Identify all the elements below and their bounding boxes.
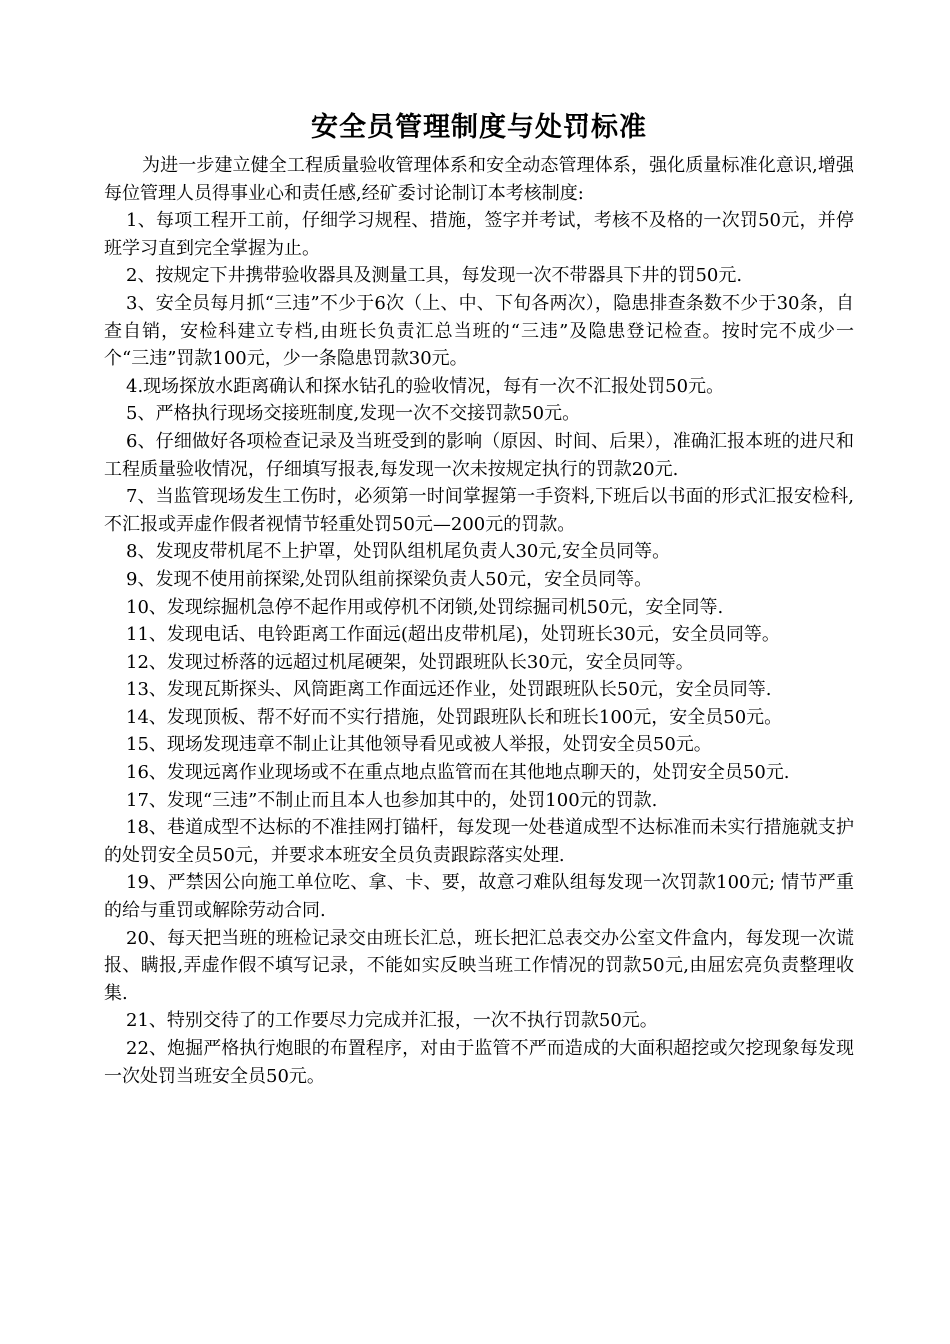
rule-item-17: 17、发现“三违”不制止而且本人也参加其中的，处罚100元的罚款. xyxy=(126,789,658,811)
rule-item-9: 9、发现不使用前探梁,处罚队组前探梁负责人50元，安全员同等。 xyxy=(126,568,653,590)
rule-item-15: 15、现场发现违章不制止让其他领导看见或被人举报，处罚安全员50元。 xyxy=(126,734,712,756)
rule-item-8: 8、发现皮带机尾不上护罩，处罚队组机尾负责人30元,安全员同等。 xyxy=(126,541,671,563)
rule-item-18: 18、巷道成型不达标的不准挂网打锚杆，每发现一处巷道成型不达标准而未实行措施就支护的处罚安全员50元，并要求本班安全员负责跟踪落实处理. xyxy=(104,817,854,866)
rule-item-12: 12、发现过桥落的远超过机尾硬架，处罚跟班队长30元，安全员同等。 xyxy=(126,651,694,673)
rule-item-19: 19、严禁因公向施工单位吃、拿、卡、要，故意刁难队组每发现一次罚款100元; 情节严重的给与重罚或解除劳动合同. xyxy=(104,872,854,922)
rule-item-5: 5、严格执行现场交接班制度,发现一次不交接罚款50元。 xyxy=(126,403,581,425)
rule-item-1: 1、每项工程开工前，仔细学习规程、措施，签字并考试，考核不及格的一次罚50元，并停班学习直到完全掌握为止。 xyxy=(104,210,854,259)
rule-item-10: 10、发现综掘机急停不起作用或停机不闭锁,处罚综掘司机50元，安全同等. xyxy=(126,596,724,618)
rule-item-4: 4.现场探放水距离确认和探水钻孔的验收情况，每有一次不汇报处罚50元。 xyxy=(126,375,725,397)
rule-item-11: 11、发现电话、电铃距离工作面远(超出皮带机尾)，处罚班长30元，安全员同等。 xyxy=(126,624,780,646)
rule-item-20: 20、每天把当班的班检记录交由班长汇总，班长把汇总表交办公室文件盒内，每发现一次谎报、瞒报,弄虚作假不填写记录，不能如实反映当班工作情况的罚款50元,由屈宏亮负责整理收集. xyxy=(104,927,854,1004)
rule-item-2: 2、按规定下井携带验收器具及测量工具，每发现一次不带器具下井的罚50元. xyxy=(126,265,743,287)
rule-item-16: 16、发现远离作业现场或不在重点地点监管而在其他地点聊天的，处罚安全员50元. xyxy=(126,762,790,784)
document-title: 安全员管理制度与处罚标准 xyxy=(311,112,647,143)
rule-item-3: 3、安全员每月抓“三违”不少于6次（上、中、下旬各两次），隐患排查条数不少于30条，自查自销，安检科建立专档,由班长负责汇总当班的“三违”及隐患登记检查。按时完不成少一个“三违”罚款100元，少一条隐患罚款30元。 xyxy=(104,292,854,370)
intro-paragraph: 为进一步建立健全工程质量验收管理体系和安全动态管理体系，强化质量标准化意识,增强每位管理人员得事业心和责任感,经矿委讨论制订本考核制度: xyxy=(104,155,854,204)
rule-item-6: 6、仔细做好各项检查记录及当班受到的影响（原因、时间、后果），准确汇报本班的进尺和工程质量验收情况，仔细填写报表,每发现一次未按规定执行的罚款20元. xyxy=(104,430,854,480)
document-page xyxy=(104,106,854,1090)
rule-item-21: 21、特别交待了的工作要尽力完成并汇报，一次不执行罚款50元。 xyxy=(126,1010,658,1032)
rule-item-14: 14、发现顶板、帮不好而不实行措施，处罚跟班队长和班长100元，安全员50元。 xyxy=(126,706,783,728)
rule-item-22: 22、炮掘严格执行炮眼的布置程序，对由于监管不严而造成的大面积超挖或欠挖现象每发现一次处罚当班安全员50元。 xyxy=(104,1038,854,1087)
rule-item-7: 7、当监管现场发生工伤时，必须第一时间掌握第一手资料,下班后以书面的形式汇报安检科,不汇报或弄虚作假者视情节轻重处罚50元—200元的罚款。 xyxy=(104,486,854,535)
rule-item-13: 13、发现瓦斯探头、风筒距离工作面远还作业，处罚跟班队长50元，安全员同等. xyxy=(126,679,772,701)
